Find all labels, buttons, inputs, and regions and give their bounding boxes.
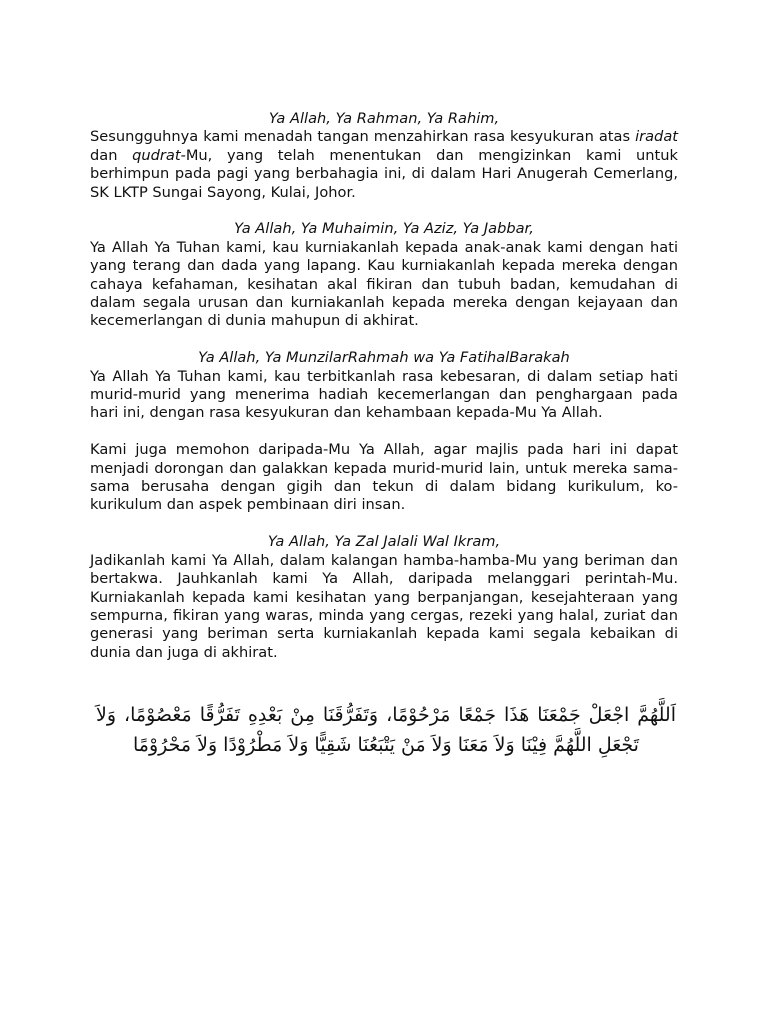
section-body: Ya Allah Ya Tuhan kami, kau terbitkanlah rasa kebesaran, di dalam setiap hati murid-murid yang menerima hadiah kecemerlangan dan penghargaan pada hari ini, dengan rasa kesyukuran dan kehambaan kepada-Mu Ya Allah. xyxy=(90,367,678,422)
spacer xyxy=(90,331,678,349)
body-text: Sesungguhnya kami menadah tangan menzahirkan rasa kesyukuran atas xyxy=(90,128,636,146)
spacer xyxy=(90,202,678,220)
section-body: Ya Allah Ya Tuhan kami, kau kurniakanlah kepada anak-anak kami dengan hati yang terang dan dada yang lapang. Kau kurniakanlah kepada mereka dengan cahaya kefahaman, kesihatan akal fikiran dan tubuh badan, kemudahan di dalam segala urusan dan kurniakanlah kepada mereka dengan kejayaan dan kecemerlangan di dunia mahupun di akhirat. xyxy=(90,238,678,330)
spacer xyxy=(90,515,678,533)
document-page xyxy=(90,110,678,662)
italic-term: iradat xyxy=(635,128,678,146)
section-heading: Ya Allah, Ya Zal Jalali Wal Ikram, xyxy=(267,533,501,551)
body-text: -Mu, yang telah menentukan dan mengizinkan kami untuk berhimpun pada pagi yang berbahagia ini, di dalam Hari Anugerah Cemerlang, SK LKTP Sungai Sayong, Kulai, Johor. xyxy=(90,146,678,201)
spacer xyxy=(90,423,678,441)
section-body: Kami juga memohon daripada-Mu Ya Allah, agar majlis pada hari ini dapat menjadi dorongan dan galakkan kepada murid-murid lain, untuk mereka sama-sama berusaha dengan gigih dan tekun di dalam bidang kurikulum, ko-kurikulum dan aspek pembinaan diri insan. xyxy=(90,441,678,514)
section-heading: Ya Allah, Ya Rahman, Ya Rahim, xyxy=(268,110,500,127)
arabic-prayer: اَللَّهُمَّ اجْعَلْ جَمْعَنَا هَذَا جَمْعًا مَرْحُوْمًا، وَتَفَرُّقَنَا مِنْ بَعْدِهِ تَفَرُّقًا مَعْصُوْمًا، وَلاَ تَجْعَلِ اللَّهُمَّ فِيْنَا وَلاَ مَعَنَا وَلاَ مَنْ يَتْبَعُنَا شَقِيًّا وَلاَ مَطْرُوْدًا وَلاَ مَحْرُوْمًا xyxy=(96,704,676,756)
section-heading: Ya Allah, Ya Muhaimin, Ya Aziz, Ya Jabbar, xyxy=(234,220,534,238)
section-heading: Ya Allah, Ya MunzilarRahmah wa Ya FatihalBarakah xyxy=(198,349,570,367)
section-body xyxy=(90,128,678,202)
italic-term: qudrat xyxy=(132,146,181,164)
body-text: dan xyxy=(90,146,133,164)
section-body: Jadikanlah kami Ya Allah, dalam kalangan hamba-hamba-Mu yang beriman dan bertakwa. Jauhkanlah kami Ya Allah, daripada melanggari perintah-Mu. Kurniakanlah kepada kami kesihatan yang berpanjangan, kesejahteraan yang sempurna, fikiran yang waras, minda yang cergas, rezeki yang halal, zuriat dan generasi yang beriman serta kurniakanlah kepada kami segala kebaikan di dunia dan juga di akhirat. xyxy=(90,551,678,661)
